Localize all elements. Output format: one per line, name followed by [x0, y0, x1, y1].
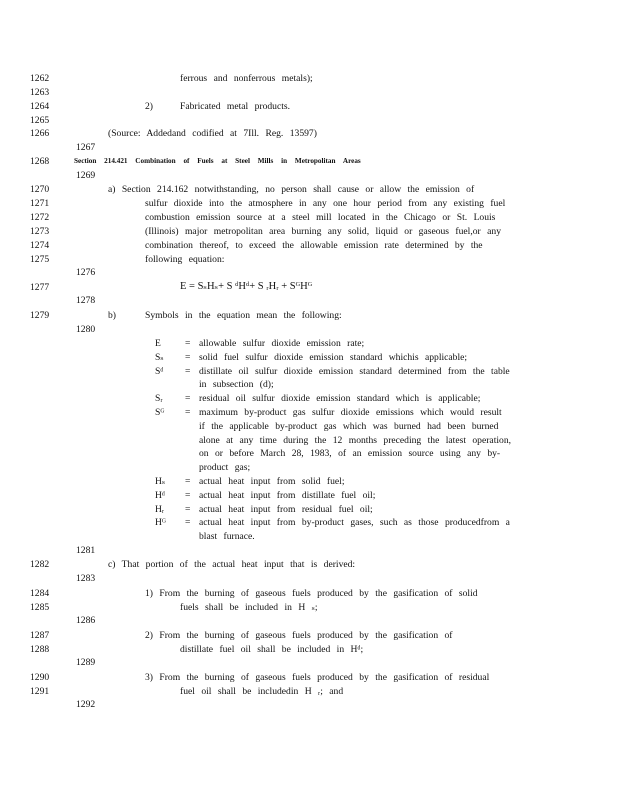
list-marker: b) [108, 310, 116, 321]
text-line: combustion emission source at a steel mill located in the Chicago or St. Louis [145, 212, 496, 223]
text-line: ferrous and nonferrous metals); [180, 73, 313, 84]
text-line: 3) From the burning of gaseous fuels produced by the gasification of residual [145, 672, 490, 683]
line-number: 1268 [30, 156, 50, 167]
definition-text: in subsection (d); [199, 379, 274, 391]
line-number: 1271 [30, 198, 50, 209]
equals-sign: = [185, 407, 191, 418]
line-number: 1278 [76, 295, 96, 306]
line-number: 1289 [76, 657, 96, 668]
definition-text: alone at any time during the 12 months preceding the latest operation, [199, 434, 512, 446]
line-number: 1283 [76, 573, 96, 584]
source-note: (Source: Addedand codified at 7Ill. Reg. 13597) [108, 128, 317, 139]
line-number: 1270 [30, 184, 50, 195]
section-heading: Section 214.421 Combination of Fuels at Steel Mills in Metropolitan Areas [74, 157, 361, 165]
definition-symbol: Sₛ [155, 351, 164, 363]
line-number: 1276 [76, 267, 96, 278]
text-line: 1) From the burning of gaseous fuels produced by the gasification of solid [145, 588, 478, 599]
text-line: combination thereof, to exceed the allowable emission rate determined by the [145, 240, 483, 251]
text-line: sulfur dioxide into the atmosphere in any one hour period from any existing fuel [145, 198, 506, 209]
definition-symbol: Hᵣ [155, 503, 165, 515]
line-number: 1275 [30, 254, 50, 265]
text-line: following equation: [145, 254, 225, 265]
definition-text: actual heat input from solid fuel; [199, 476, 345, 487]
line-number: 1286 [76, 615, 96, 626]
definition-symbol: Hₛ [155, 476, 166, 487]
line-number: 1263 [30, 87, 50, 98]
list-marker: 2) [145, 101, 153, 112]
text-line: 2) From the burning of gaseous fuels produced by the gasification of [145, 630, 453, 641]
line-number: 1288 [30, 644, 50, 655]
equals-sign: = [185, 503, 191, 515]
line-number: 1267 [76, 142, 96, 153]
line-number: 1292 [76, 699, 96, 710]
definition-text: blast furnace. [199, 531, 255, 543]
text-line: a) Section 214.162 notwithstanding, no person shall cause or allow the emission of [108, 184, 475, 195]
text-line: Fabricated metal products. [180, 101, 291, 112]
definition-text: distillate oil sulfur dioxide emission standard determined from the table [199, 365, 510, 377]
equals-sign: = [185, 476, 191, 487]
line-number: 1269 [76, 170, 96, 181]
definition-symbol: Hᵈ [155, 489, 165, 501]
text-line: Symbols in the equation mean the following: [145, 310, 342, 321]
definition-text: if the applicable by-product gas which was burned had been burned [199, 420, 499, 432]
line-number: 1281 [76, 545, 96, 556]
equals-sign: = [185, 489, 191, 501]
line-number: 1287 [30, 630, 50, 641]
line-number: 1277 [30, 282, 50, 293]
definition-text: actual heat input from residual fuel oil; [199, 503, 373, 515]
equals-sign: = [185, 517, 191, 529]
definition-symbol: Hᴳ [155, 517, 167, 529]
definition-text: actual heat input from distillate fuel oil; [199, 489, 376, 501]
definition-text: on or before March 28, 1983, of an emission source using any by- [199, 448, 501, 460]
line-number: 1279 [30, 310, 50, 321]
equals-sign: = [185, 393, 191, 405]
text-line: (Illinois) major metropolitan area burning any solid, liquid or gaseous fuel,or any [145, 226, 501, 237]
line-number: 1266 [30, 128, 50, 139]
line-number: 1280 [76, 324, 96, 335]
line-number: 1291 [30, 686, 50, 697]
definition-symbol: Sᴳ [155, 407, 165, 418]
definition-text: maximum by-product gas sulfur dioxide emissions which would result [199, 407, 502, 418]
line-number: 1285 [30, 602, 50, 613]
line-number: 1273 [30, 226, 50, 237]
definition-text: product gas; [199, 462, 251, 474]
equals-sign: = [185, 351, 191, 363]
line-number: 1274 [30, 240, 50, 251]
text-line: fuels shall be included in H ₛ; [180, 602, 318, 613]
line-number: 1262 [30, 73, 50, 84]
equals-sign: = [185, 365, 191, 377]
definition-text: allowable sulfur dioxide emission rate; [199, 338, 365, 349]
definition-text: solid fuel sulfur dioxide emission standard whichis applicable; [199, 351, 468, 363]
definition-text: actual heat input from by-product gases, such as those producedfrom a [199, 517, 510, 529]
line-number: 1272 [30, 212, 50, 223]
definition-symbol: Sᵈ [155, 365, 164, 377]
definition-symbol: Sᵣ [155, 393, 163, 405]
definition-symbol: E [155, 338, 161, 349]
text-line: distillate fuel oil shall be included in Hᵈ; [180, 644, 364, 655]
line-number: 1284 [30, 588, 50, 599]
line-number: 1264 [30, 101, 50, 112]
text-line: fuel oil shall be includedin H ᵣ; and [180, 686, 344, 697]
line-number: 1265 [30, 115, 50, 126]
text-line: c) That portion of the actual heat input that is derived: [108, 559, 356, 570]
equals-sign: = [185, 338, 191, 349]
line-number: 1282 [30, 559, 50, 570]
line-number: 1290 [30, 672, 50, 683]
definition-text: residual oil sulfur dioxide emission standard which is applicable; [199, 393, 481, 405]
equation: E = SₛHₛ+ S ᵈHᵈ+ S ᵣHᵣ + SᴳHᴳ [180, 281, 313, 292]
